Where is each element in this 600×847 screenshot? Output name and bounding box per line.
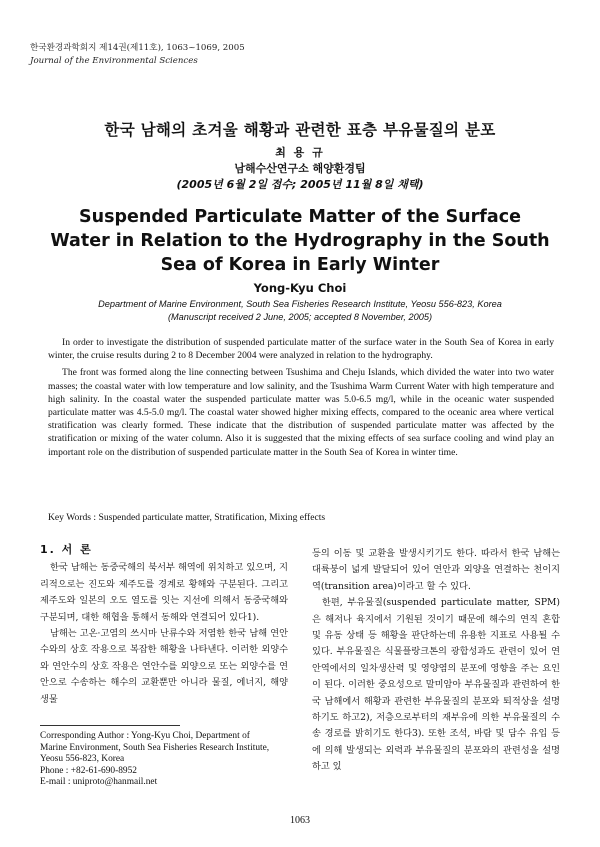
- correspondence-line: Corresponding Author : Yong-Kyu Choi, Department of: [40, 731, 250, 741]
- journal-name-en: Journal of the Environmental Sciences: [30, 56, 198, 66]
- english-title: Suspended Particulate Matter of the Surface Water in Relation to the Hydrography in the South Sea of Korea in Early Winter: [50, 207, 550, 275]
- journal-header: [30, 42, 245, 68]
- body-paragraph: 한편, 부유물질(suspended particulate matter, SPM)은 해저나 육지에서 기원된 것이기 때문에 해수의 연직 혼합 및 유동 상태 등 해황을 판단하는데 유용한 지표로 사용될 수 있다. 부유물질은 식물플랑크톤의 광합성과도 관련이 있어 연안역에서의 일차생산력 및 영양염의 분포에 영향을 주는 요인이 된다. 이러한 중요성으로 말미암아 부유물질과 관련하여 한국 남해에서 해황과 관련한 부유물질의 분포와 퇴적상을 설명하기도 하고2), 저층으로부터의 재부유에 의한 부유물질의 수송 경로를 밝히기도 한다3). 또한 조석, 바람 및 담수 유입 등에 의해 발생되는 외력과 부유물질의 분포와의 관련성을 설명하고 있: [312, 597, 560, 773]
- correspondence-line: Marine Environment, South Sea Fisheries Research Institute,: [40, 742, 270, 753]
- page-number: 1063: [290, 815, 310, 826]
- body-paragraph: 한국 남해는 동중국해의 북서부 해역에 위치하고 있으며, 지리적으로는 진도와 제주도를 경계로 황해와 구분된다. 그리고 제주도와 일본의 오도 열도를 잇는 지선에 의해서 동중국해와 구분되며, 대한 해협을 통해서 동해와 연결되어 있다1).: [40, 562, 288, 623]
- correspondence-note: [40, 731, 290, 789]
- correspondence-line: Phone : +82-61-690-8952: [40, 765, 137, 776]
- keywords: Key Words : Suspended particulate matter, Stratification, Mixing effects: [48, 512, 326, 523]
- correspondence-line: Yeosu 556-823, Korea: [40, 754, 125, 764]
- body-paragraph: 남해는 고온·고염의 쓰시마 난류수와 저염한 한국 남해 연안수와의 상호 작용으로 복잡한 해황을 나타낸다. 이러한 외양수와 연안수의 상호 작용은 연안수를 외양으로 또는 외양수를 연안으로 수송하는 해수의 교환뿐만 아니라 물질, 에너지, 해양 생물: [40, 628, 288, 705]
- abstract: [48, 336, 554, 463]
- body-paragraph: 등의 이동 및 교환을 발생시키기도 한다. 따라서 한국 남해는 대륙붕이 넓게 발달되어 있어 연안과 외양을 연결하는 천이지역(transition area)이라고 할 수 있다.: [312, 548, 560, 592]
- english-author: Yong-Kyu Choi: [253, 281, 347, 295]
- korean-dates: (2005년 6월 2일 접수; 2005년 11월 8일 채택): [176, 178, 424, 191]
- footnote-rule: [40, 725, 180, 726]
- abstract-paragraph: The front was formed along the line connecting between Tsushima and Cheju Islands, which divided the water into two water masses; the coastal water with low temperature and low salinity, and the Tsushima Warm Current Water with high temperature and high salinity. In the coastal water the suspended particulate matter was 5.0-6.5 mg/l, while in the oceanic water suspended particulate matter was 4.5-5.0 mg/l. The coastal water showed higher mixing effects, compared to the oceanic area where vertical stratification was clearly formed. These indicate that the distribution of suspended particulate matter was affected by the stratification or mixing of the water column. Also it is suggested that the mixing effects of sea surface cooling and wind play an important role on the distribution of suspended particulate matter in the South Sea of Korea in winter time.: [48, 367, 554, 458]
- english-received-dates: (Manuscript received 2 June, 2005; accepted 8 November, 2005): [167, 312, 433, 322]
- korean-affiliation: 남해수산연구소 해양환경팀: [234, 162, 366, 175]
- english-affiliation: Department of Marine Environment, South Sea Fisheries Research Institute, Yeosu 556-823, Korea: [98, 299, 502, 309]
- abstract-paragraph: In order to investigate the distribution of suspended particulate matter of the surface water in the South Sea of Korea in early winter, the cruise results during 2 to 8 December 2004 were analyzed in relation to the hydrography.: [48, 337, 554, 362]
- right-column: [312, 546, 560, 776]
- left-column: [40, 542, 288, 708]
- correspondence-email: E-mail : uniproto@hanmail.net: [40, 777, 158, 787]
- section-heading: 1. 서 론: [40, 543, 93, 556]
- journal-citation-ko: 한국환경과학회지 제14권(제11호), 1063~1069, 2005: [30, 43, 245, 53]
- korean-author: 최 용 규: [275, 146, 325, 159]
- korean-title: 한국 남해의 초겨울 해황과 관련한 표층 부유물질의 분포: [104, 121, 496, 139]
